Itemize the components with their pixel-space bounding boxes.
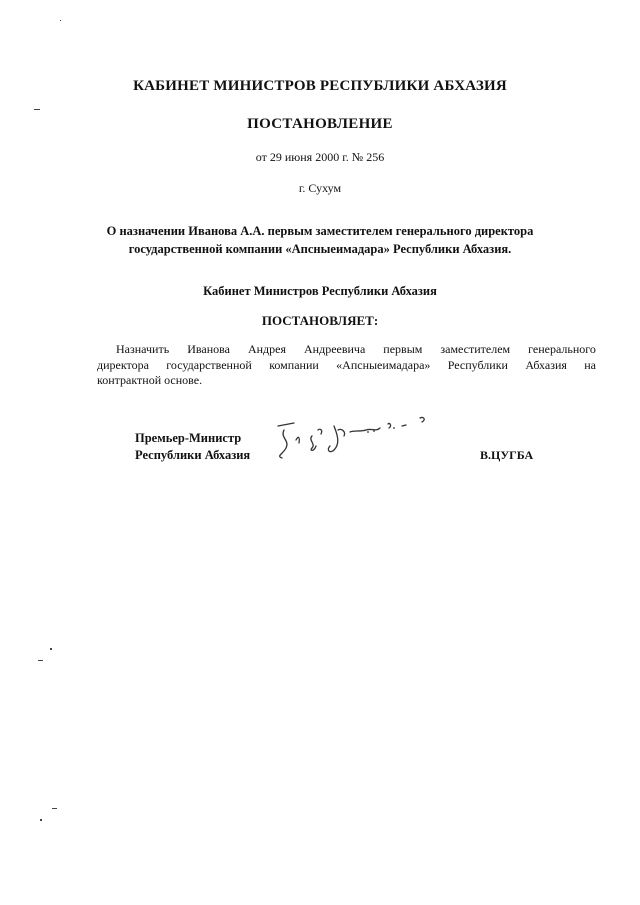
handwritten-signature — [268, 410, 438, 470]
city-line: г. Сухум — [298, 181, 342, 195]
subject-line: О назначении Иванова А.А. первым заместителем генерального директора — [106, 224, 534, 238]
signatory-title-line: Республики Абхазия — [135, 448, 251, 462]
subject-heading — [0, 222, 640, 258]
organization-header: КАБИНЕТ МИНИСТРОВ РЕСПУБЛИКИ АБХАЗИЯ — [133, 78, 507, 94]
scan-speck — [60, 20, 61, 21]
scan-speck — [38, 660, 43, 661]
signatory-title — [135, 430, 250, 464]
date-and-number: от 29 июня 2000 г. № 256 — [255, 150, 385, 164]
subject-line: государственной компании «Апсныеимадара» Республики Абхазия. — [128, 242, 512, 256]
resolution-paragraph — [97, 342, 596, 389]
paragraph-line: контрактной основе. — [97, 373, 203, 387]
signatory-title-line: Премьер-Министр — [135, 431, 242, 445]
scan-speck — [40, 819, 42, 821]
resolves-heading: ПОСТАНОВЛЯЕТ: — [261, 313, 379, 328]
paragraph-line: Назначить Иванова Андрея Андреевича первым заместителем генерального — [116, 342, 596, 356]
scan-speck — [52, 808, 57, 809]
issuing-body: Кабинет Министров Республики Абхазия — [203, 284, 437, 298]
scan-speck — [50, 648, 52, 650]
scan-speck — [34, 109, 40, 110]
document-type-title: ПОСТАНОВЛЕНИЕ — [247, 116, 393, 132]
paragraph-line: директора государственной компании «Апсныеимадара» Республики Абхазия на — [97, 357, 596, 372]
signer-name: В.ЦУГБА — [480, 448, 534, 462]
